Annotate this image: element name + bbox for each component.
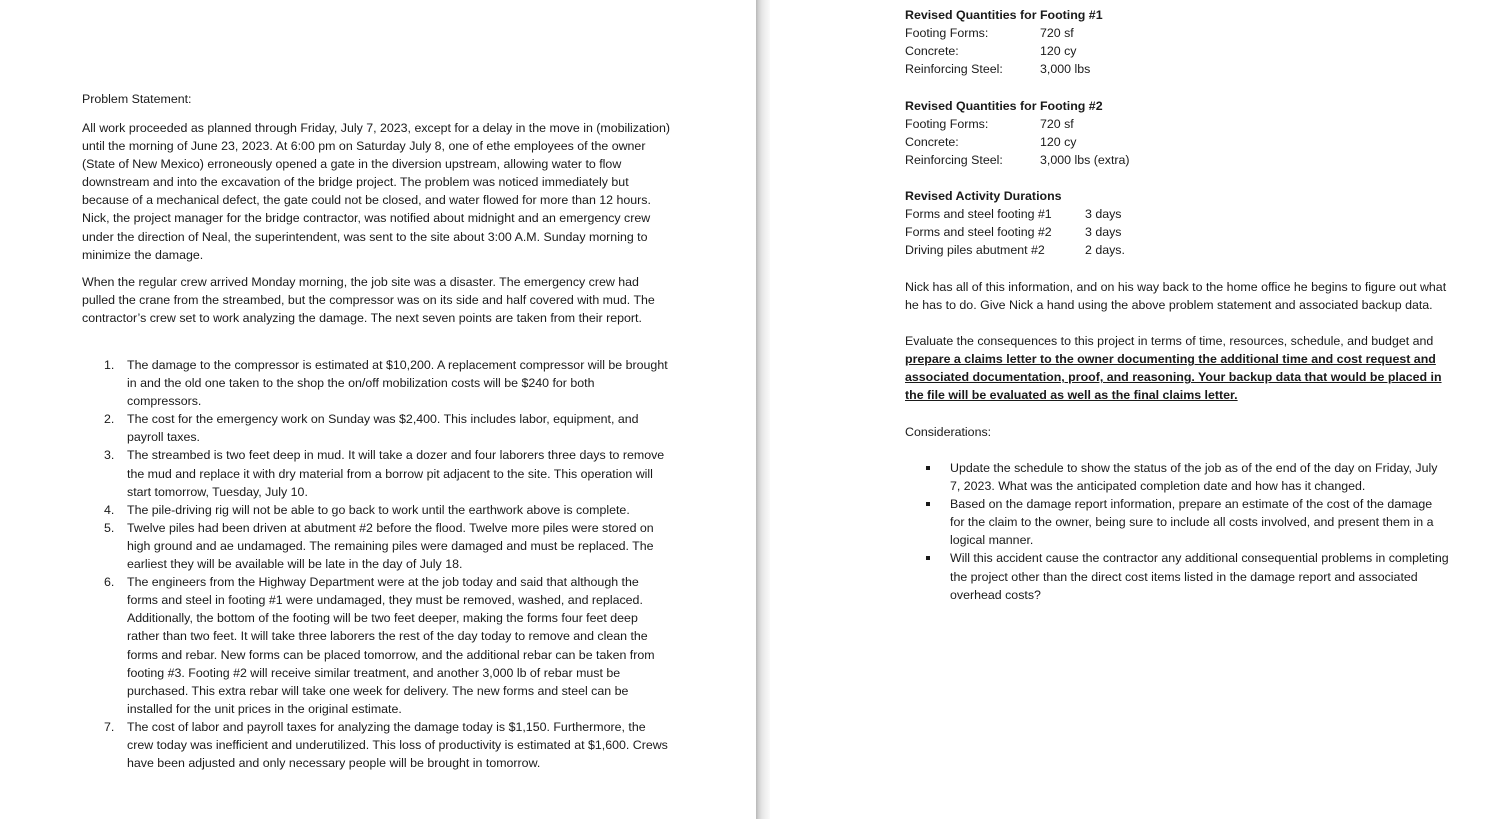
footing-1-section [905,6,1453,78]
duration-label: Forms and steel footing #1 [905,207,1052,222]
duration-row [905,223,1453,241]
list-item-text: Update the schedule to show the status of the job as of the end of the day on Friday, July 7, 2023. What was the anticipated completion date and how has it changed. [950,461,1438,494]
quantity-label: Concrete: [905,135,959,150]
duration-value: 3 days [1085,225,1122,240]
quantity-row [905,151,1453,169]
quantity-value: 120 cy [1040,44,1077,59]
duration-label: Driving piles abutment #2 [905,243,1045,258]
list-item [104,410,669,446]
list-item-text: The pile-driving rig will not be able to go back to work until the earthwork above is complete. [127,502,630,517]
list-item-text: The damage to the compressor is estimated at $10,200. A replacement compressor will be brought in and the old one taken to the shop the on/off mobilization costs will be $240 for both compressors. [127,358,668,409]
duration-value: 2 days. [1085,243,1125,258]
list-item-text: The engineers from the Highway Department were at the job today and said that although the forms and steel in footing #1 were undamaged, they must be removed, washed, and replaced. Additionally, the bottom of the footing will be two feet deeper, making the forms four feet deep rather than two feet. It will take three laborers the rest of the day today to remove and clean the forms and rebar. New forms can be placed tomorrow, and the additional rebar can be taken from footing #3. Footing #2 will receive similar treatment, and another 3,000 lb of rebar must be purchased. This extra rebar will take one week for delivery. The new forms and steel can be installed for the unit prices in the original estimate. [127,575,655,716]
list-item-text: The streambed is two feet deep in mud. It will take a dozer and four laborers three days to remove the mud and replace it with dry material from a borrow pit adjacent to the site. This operation will start tomorrow, Tuesday, July 10. [127,448,665,499]
considerations-heading: Considerations: [905,425,992,439]
problem-paragraph-1: All work proceeded as planned through Friday, July 7, 2023, except for a delay in the move in (mobilization) until the morning of June 23, 2023. At 6:00 pm on Saturday July 8, one of ethe employees of the owner (State of New Mexico) erroneously opened a gate in the diversion upstream, allowing water to flow downstream and into the excavation of the bridge project. The problem was noticed immediately but because of a mechanical defect, the gate could not be closed, and water flowed for more than 12 hours. Nick, the project manager for the bridge contractor, was notified about midnight and an emergency crew under the direction of Neal, the superintendent, was sent to the site about 3:00 A.M. Sunday morning to minimize the damage. [82,121,670,262]
damage-report-list [104,356,669,772]
list-item [104,501,669,519]
list-item [925,459,1450,495]
list-item-text: The cost of labor and payroll taxes for analyzing the damage today is $1,150. Furthermore, the crew today was inefficient and underutilized. This loss of productivity is estimated at $1,600. Crews have been adjusted and only necessary people will be brought in tomorrow. [127,719,668,771]
bullet-icon [926,556,930,560]
considerations-list [925,459,1450,604]
list-item [104,356,669,410]
page-divider [756,0,770,819]
list-item [104,446,669,500]
right-page [770,0,1512,819]
task-paragraph-1: Nick has all of this information, and on his way back to the home office he begins to figure out what he has to do. Give Nick a hand using the above problem statement and associated backup data. [905,280,1447,313]
quantity-value: 720 sf [1040,26,1074,41]
list-item-number: 6. [104,575,115,590]
task-paragraph-2-lead: Evaluate the consequences to this project in terms of time, resources, schedule, and budget and [905,334,1434,348]
quantity-row [905,60,1453,78]
quantity-row [905,24,1453,42]
quantity-label: Reinforcing Steel: [905,62,1003,77]
quantity-value: 3,000 lbs (extra) [1040,153,1130,168]
list-item [104,519,669,573]
list-item-number: 1. [104,358,115,372]
quantity-row [905,42,1453,60]
bullet-icon [926,466,930,470]
bullet-icon [926,502,930,506]
list-item [925,495,1450,549]
list-item-number: 4. [104,502,115,517]
quantity-label: Footing Forms: [905,117,989,132]
quantity-value: 720 sf [1040,117,1074,132]
list-item-number: 3. [104,448,115,463]
list-item [104,573,669,718]
duration-value: 3 days [1085,207,1122,222]
list-item-number: 2. [104,412,115,427]
list-item-text: The cost for the emergency work on Sunday was $2,400. This includes labor, equipment, and payroll taxes. [127,412,639,445]
quantity-value: 3,000 lbs [1040,62,1091,77]
task-paragraph-2 [905,332,1453,404]
durations-heading: Revised Activity Durations [905,189,1062,203]
list-item-text: Based on the damage report information, prepare an estimate of the cost of the damage for the claim to the owner, being sure to include all costs involved, and present them in a logical manner. [950,497,1434,548]
claims-letter-instruction: prepare a claims letter to the owner documenting the additional time and cost request and associated documentation, proof, and reasoning. Your backup data that would be placed in the file will be evaluated as well as the final claims letter. [905,352,1442,403]
list-item-number: 5. [104,520,115,535]
quantity-value: 120 cy [1040,135,1077,150]
problem-paragraph-2: When the regular crew arrived Monday morning, the job site was a disaster. The emergency crew had pulled the crane from the streambed, but the compressor was on its side and half covered with mud. The contractor’s crew set to work analyzing the damage. The next seven points are taken from their report. [82,275,655,326]
footing-2-heading: Revised Quantities for Footing #2 [905,99,1103,113]
duration-row [905,205,1453,223]
quantity-row [905,115,1453,133]
footing-1-heading: Revised Quantities for Footing #1 [905,8,1103,22]
footing-2-section [905,97,1453,169]
quantity-label: Footing Forms: [905,26,989,41]
quantity-row [905,133,1453,151]
quantity-label: Concrete: [905,44,959,59]
list-item-number: 7. [104,719,115,734]
list-item [104,718,669,772]
quantity-label: Reinforcing Steel: [905,153,1003,168]
duration-row [905,241,1453,259]
durations-section [905,187,1453,259]
list-item [925,549,1450,603]
duration-label: Forms and steel footing #2 [905,225,1052,240]
list-item-text: Will this accident cause the contractor any additional consequential problems in completing the project other than the direct cost items listed in the damage report and associated overhead costs? [950,551,1449,602]
problem-heading: Problem Statement: [82,92,192,106]
list-item-text: Twelve piles had been driven at abutment #2 before the flood. Twelve more piles were stored on high ground and ae undamaged. The remaining piles were damaged and must be replaced. The earliest they will be available will be late in the day of July 18. [127,520,654,572]
